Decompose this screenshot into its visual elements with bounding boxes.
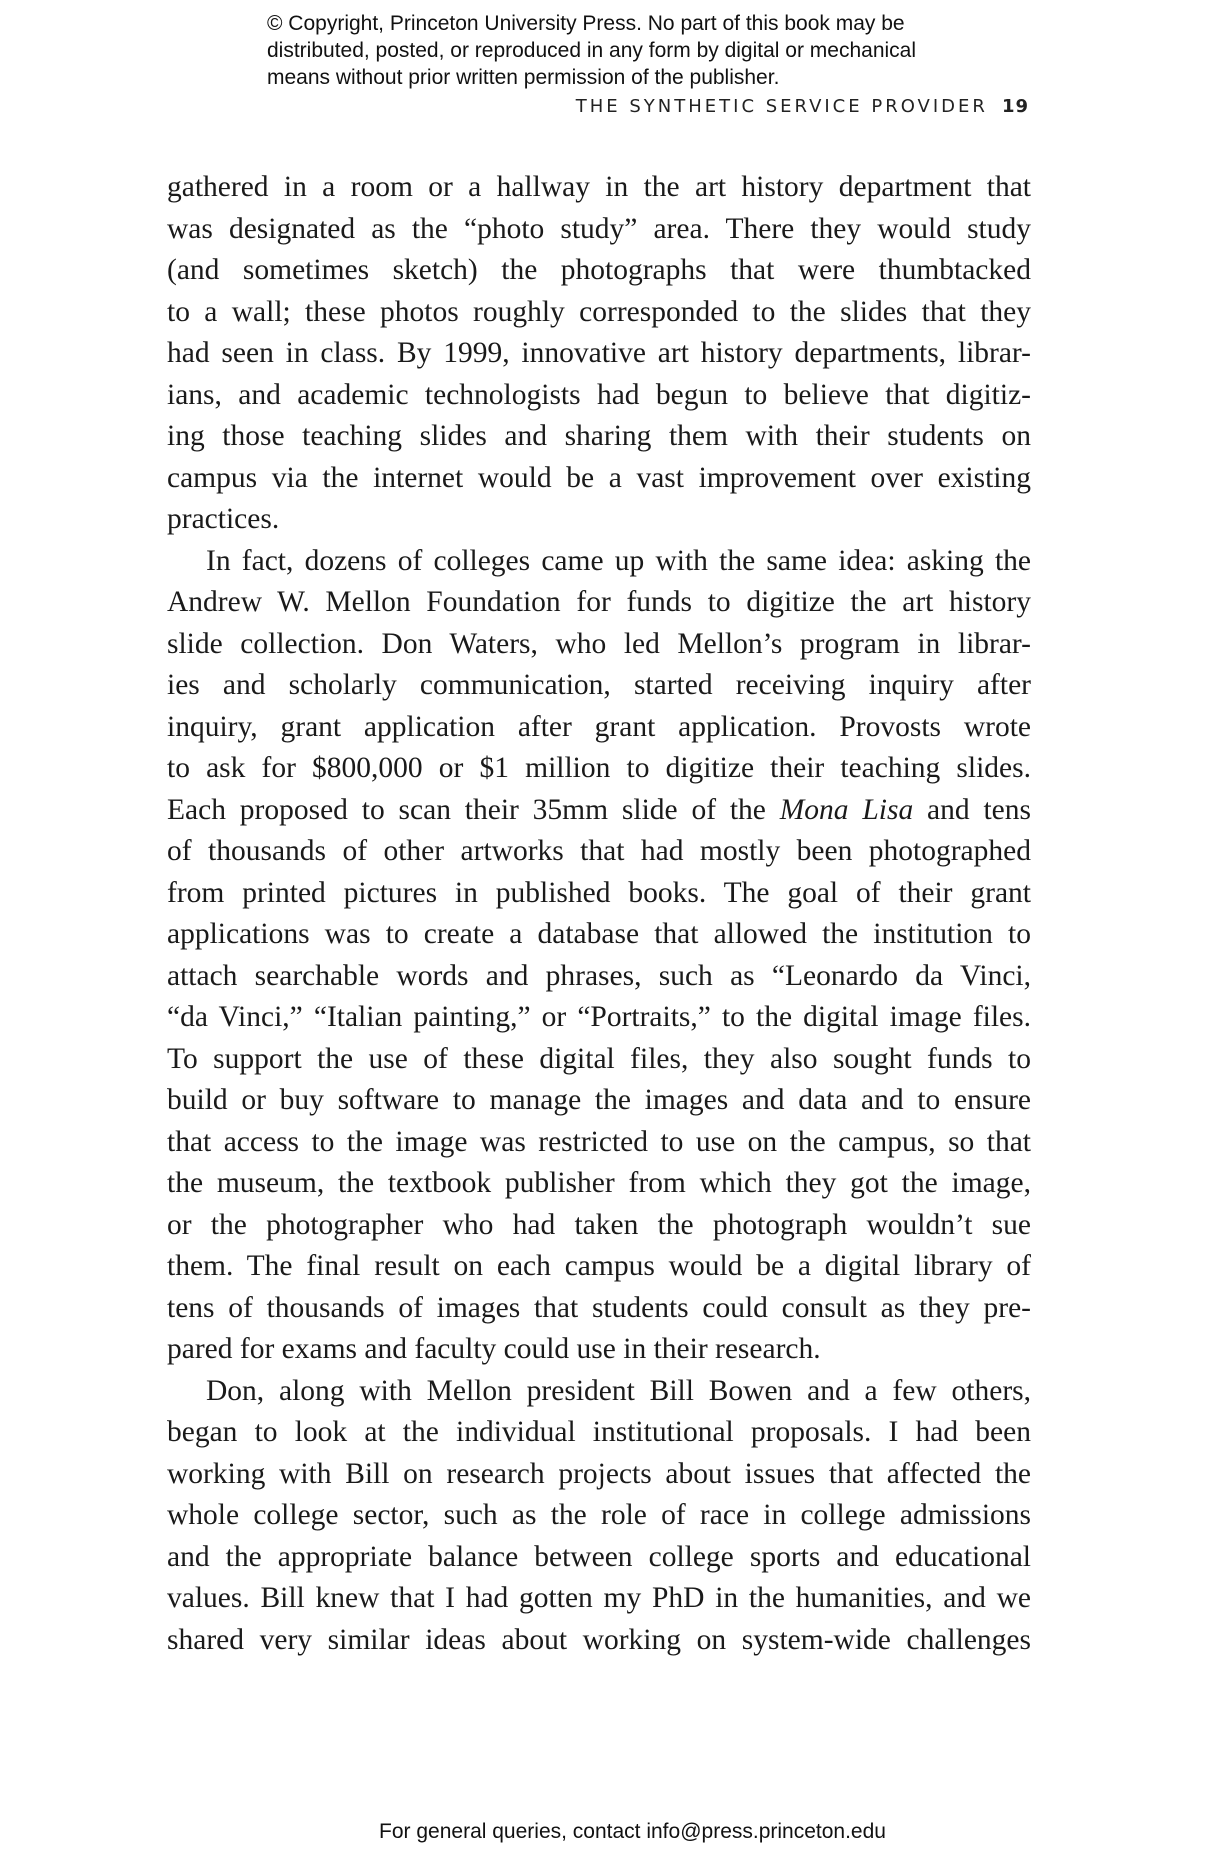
text-line: Andrew W. Mellon Foundation for funds to digitize the art history: [167, 586, 1031, 618]
text-line: ians, and academic technologists had begun to believe that digitiz-: [167, 378, 1031, 411]
running-head-title: THE SYNTHETIC SERVICE PROVIDER: [575, 96, 988, 117]
text-line: values. Bill knew that I had gotten my PhD in the humanities, and we: [167, 1582, 1031, 1614]
text-line: began to look at the individual institutional proposals. I had been: [167, 1416, 1031, 1448]
text-segment: Each proposed to scan their 35mm slide of the: [167, 793, 780, 826]
text-line: to ask for $800,000 or $1 million to digitize their teaching slides.: [167, 752, 1031, 784]
text-line: was designated as the “photo study” area. There they would study: [167, 212, 1031, 245]
footer-contact: [0, 1820, 1225, 1844]
page-number: 19: [1001, 96, 1029, 117]
text-line: working with Bill on research projects about issues that affected the: [167, 1457, 1031, 1490]
text-line: pared for exams and faculty could use in their research.: [167, 1333, 821, 1365]
text-line: shared very similar ideas about working on system-wide challenges: [167, 1623, 1031, 1656]
text-line: attach searchable words and phrases, such as “Leonardo da Vinci,: [167, 959, 1031, 992]
running-head: [576, 96, 1029, 117]
text-line: and the appropriate balance between college sports and educational: [167, 1540, 1031, 1573]
text-line: gathered in a room or a hallway in the art history department that: [167, 171, 1031, 203]
text-line: practices.: [167, 503, 280, 535]
text-line: campus via the internet would be a vast improvement over existing: [167, 461, 1031, 494]
text-line: applications was to create a database that allowed the institution to: [167, 918, 1031, 950]
text-line: (and sometimes sketch) the photographs that were thumbtacked: [167, 254, 1031, 286]
italic-artwork-title: Mona Lisa: [779, 793, 914, 826]
text-line: In fact, dozens of colleges came up with the same idea: asking the: [206, 544, 1031, 577]
text-line: or the photographer who had taken the photograph wouldn’t sue: [167, 1208, 1031, 1241]
copyright-line: means without prior written permission of the publisher.: [267, 66, 780, 89]
text-line: slide collection. Don Waters, who led Mellon’s program in librar-: [167, 627, 1031, 660]
text-line: inquiry, grant application after grant application. Provosts wrote: [167, 710, 1031, 743]
text-line: “da Vinci,” “Italian painting,” or “Portraits,” to the digital image files.: [167, 1001, 1031, 1033]
text-line: to a wall; these photos roughly corresponded to the slides that they: [167, 295, 1031, 328]
text-line: tens of thousands of images that students could consult as they pre-: [167, 1291, 1031, 1324]
text-segment: and tens: [913, 793, 1031, 826]
text-line: of thousands of other artworks that had mostly been photographed: [167, 835, 1031, 867]
text-line: Don, along with Mellon president Bill Bowen and a few others,: [206, 1374, 1031, 1407]
text-line: them. The final result on each campus would be a digital library of: [167, 1250, 1031, 1282]
text-line: that access to the image was restricted to use on the campus, so that: [167, 1125, 1031, 1158]
text-line: the museum, the textbook publisher from which they got the image,: [167, 1167, 1031, 1199]
text-line: ing those teaching slides and sharing them with their students on: [167, 420, 1031, 452]
copyright-line: distributed, posted, or reproduced in any form by digital or mechanical: [267, 39, 917, 62]
text-line: had seen in class. By 1999, innovative art history departments, librar-: [167, 337, 1031, 369]
copyright-notice: [267, 10, 1027, 91]
text-line: from printed pictures in published books. The goal of their grant: [167, 876, 1031, 909]
copyright-line: © Copyright, Princeton University Press. No part of this book may be: [267, 12, 905, 35]
text-line: whole college sector, such as the role of race in college admissions: [167, 1499, 1031, 1531]
text-line: ies and scholarly communication, started receiving inquiry after: [167, 669, 1031, 701]
body-text: [167, 167, 1031, 1661]
text-line: To support the use of these digital files, they also sought funds to: [167, 1042, 1031, 1075]
text-line: build or buy software to manage the images and data and to ensure: [167, 1084, 1031, 1116]
text-line-with-italic: [167, 790, 1031, 832]
footer-text: For general queries, contact info@press.princeton.edu: [379, 1820, 886, 1843]
